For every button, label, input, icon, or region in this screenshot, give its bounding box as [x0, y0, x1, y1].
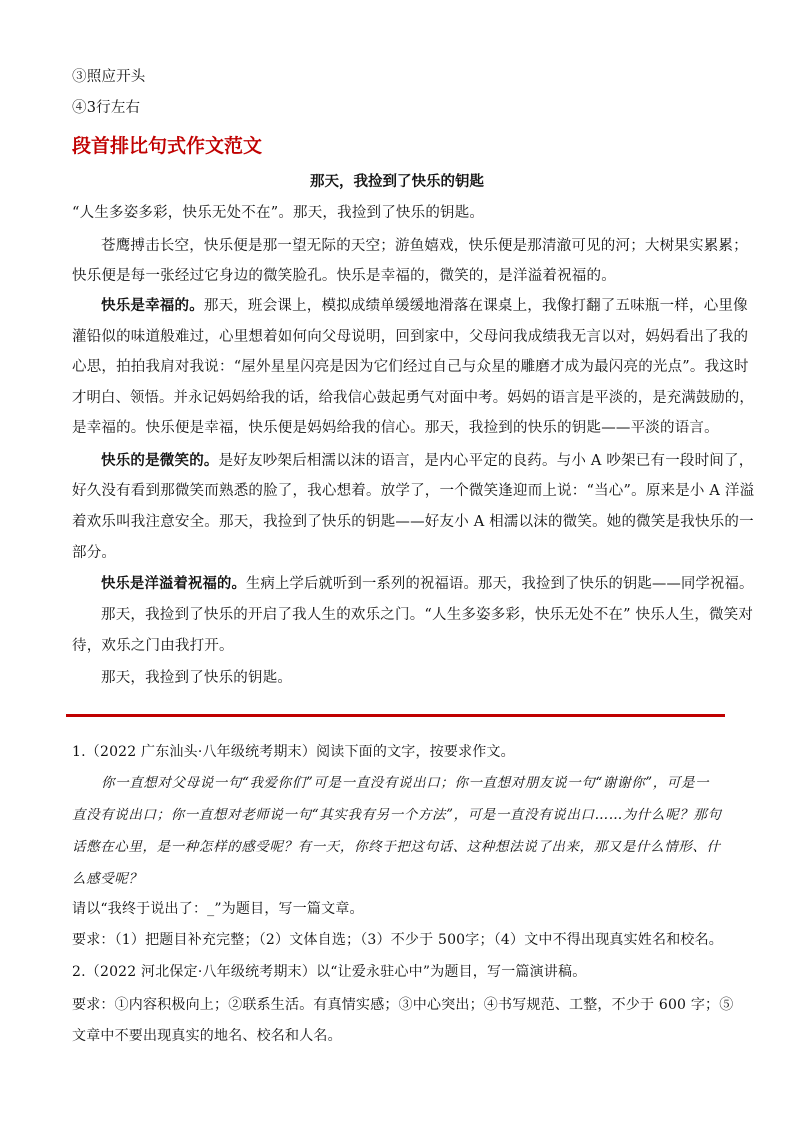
paragraph-2-line-1: 苍鹰搏击长空，快乐便是那一望无际的天空；游鱼嬉戏，快乐便是那清澈可见的河；大树果实累累；: [101, 238, 748, 254]
paragraph-4-line-3: 着欢乐叫我注意安全。那天，我捡到了快乐的钥匙——好友小 A 相濡以沫的微笑。她的微笑是我快乐的一: [72, 514, 754, 530]
paragraph-4-line-2: 好久没有看到那微笑而熟悉的脸了，我心想着。放学了，一个微笑逢迎而上说：“当心”。原来是小 A 洋溢: [72, 483, 755, 499]
paragraph-5-text: 生病上学后就听到一系列的祝福语。那天，我捡到了快乐的钥匙——同学祝福。: [246, 576, 754, 592]
outline-item-4: ④3行左右: [72, 100, 141, 116]
paragraph-3-line-4: 才明白、领悟。并永记妈妈给我的话，给我信心鼓起勇气对面中考。妈妈的语言是平淡的，是充满鼓励的，: [72, 390, 754, 406]
question-1-requirements: 要求：（1）把题目补充完整；（2）文体自选；（3）不少于 500字；（4）文中不得出现真实姓名和校名。: [72, 932, 723, 948]
section-heading: 段首排比句式作文范文: [72, 135, 263, 157]
question-2-requirements-line-2: 文章中不要出现真实的地名、校名和人名。: [72, 1028, 342, 1044]
paragraph-3-line-3: 心思，拍拍我肩对我说：“屋外星星闪亮是因为它们经过自己与众星的雕磨才成为最闪亮的光点”。我这时: [72, 359, 749, 375]
paragraph-3-line-5: 是幸福的。快乐便是幸福，快乐便是妈妈给我的信心。那天，我捡到的快乐的钥匙——平淡的语言。: [72, 420, 719, 436]
paragraph-5-lead: 快乐是洋溢着祝福的。: [101, 575, 247, 592]
question-1-passage-line-2: 直没有说出口；你一直想对老师说一句“其实我有另一个方法”，可是一直没有说出口……为什么呢？那句: [72, 807, 722, 823]
question-1-title: 1.（2022 广东汕头·八年级统考期末）阅读下面的文字，按要求作文。: [72, 744, 515, 760]
paragraph-1: “人生多姿多彩，快乐无处不在”。那天，我捡到了快乐的钥匙。: [72, 205, 485, 221]
question-1-passage-line-1: 你一直想对父母说一句“我爱你们”可是一直没有说出口；你一直想对朋友说一句“谢谢你”，可是一: [101, 775, 710, 791]
question-1-task: 请以“我终于说出了：_”为题目，写一篇文章。: [72, 901, 364, 917]
question-1-passage-line-3: 话憋在心里，是一种怎样的感受呢？有一天，你终于把这句话、这种想法说了出来，那又是什么情形、什: [72, 839, 721, 855]
paragraph-3-line-2: 灌铅似的味道般难过，心里想着如何向父母说明，回到家中，父母问我成绩我无言以对，妈妈看出了我的: [72, 329, 749, 345]
article-title: 那天，我捡到了快乐的钥匙: [310, 174, 484, 190]
question-2-requirements-line-1: 要求：①内容积极向上；②联系生活。有真情实感；③中心突出；④书写规范、工整，不少于 600 字；⑤: [72, 997, 734, 1013]
paragraph-3-text: 那天，班会课上，模拟成绩单缓缓地滑落在课桌上，我像打翻了五味瓶一样，心里像: [203, 298, 748, 314]
question-2-title: 2.（2022 河北保定·八年级统考期末）以“让爱永驻心中”为题目，写一篇演讲稿。: [72, 964, 587, 980]
paragraph-5: [101, 574, 754, 594]
paragraph-6-line-1: 那天，我捡到了快乐的开启了我人生的欢乐之门。“人生多姿多彩，快乐无处不在” 快乐人生，微笑对: [101, 607, 754, 623]
paragraph-3-line-1: [101, 296, 748, 316]
paragraph-4-text: 是好友吵架后相濡以沫的语言，是内心平定的良药。与小 A 吵架已有一段时间了，: [218, 453, 754, 469]
paragraph-6-line-2: 待，欢乐之门由我打开。: [72, 638, 234, 654]
paragraph-2-line-2: 快乐便是每一张经过它身边的微笑脸孔。快乐是幸福的，微笑的，是洋溢着祝福的。: [72, 268, 616, 284]
outline-item-3: ③照应开头: [72, 69, 146, 85]
paragraph-4-line-1: [101, 451, 753, 471]
section-divider: [66, 714, 725, 717]
paragraph-4-line-4: 部分。: [72, 545, 117, 561]
paragraph-7: 那天，我捡到了快乐的钥匙。: [101, 670, 293, 686]
paragraph-4-lead: 快乐的是微笑的。: [101, 452, 219, 469]
question-1-passage-line-4: 么感受呢？: [72, 871, 143, 887]
paragraph-3-lead: 快乐是幸福的。: [101, 297, 204, 314]
